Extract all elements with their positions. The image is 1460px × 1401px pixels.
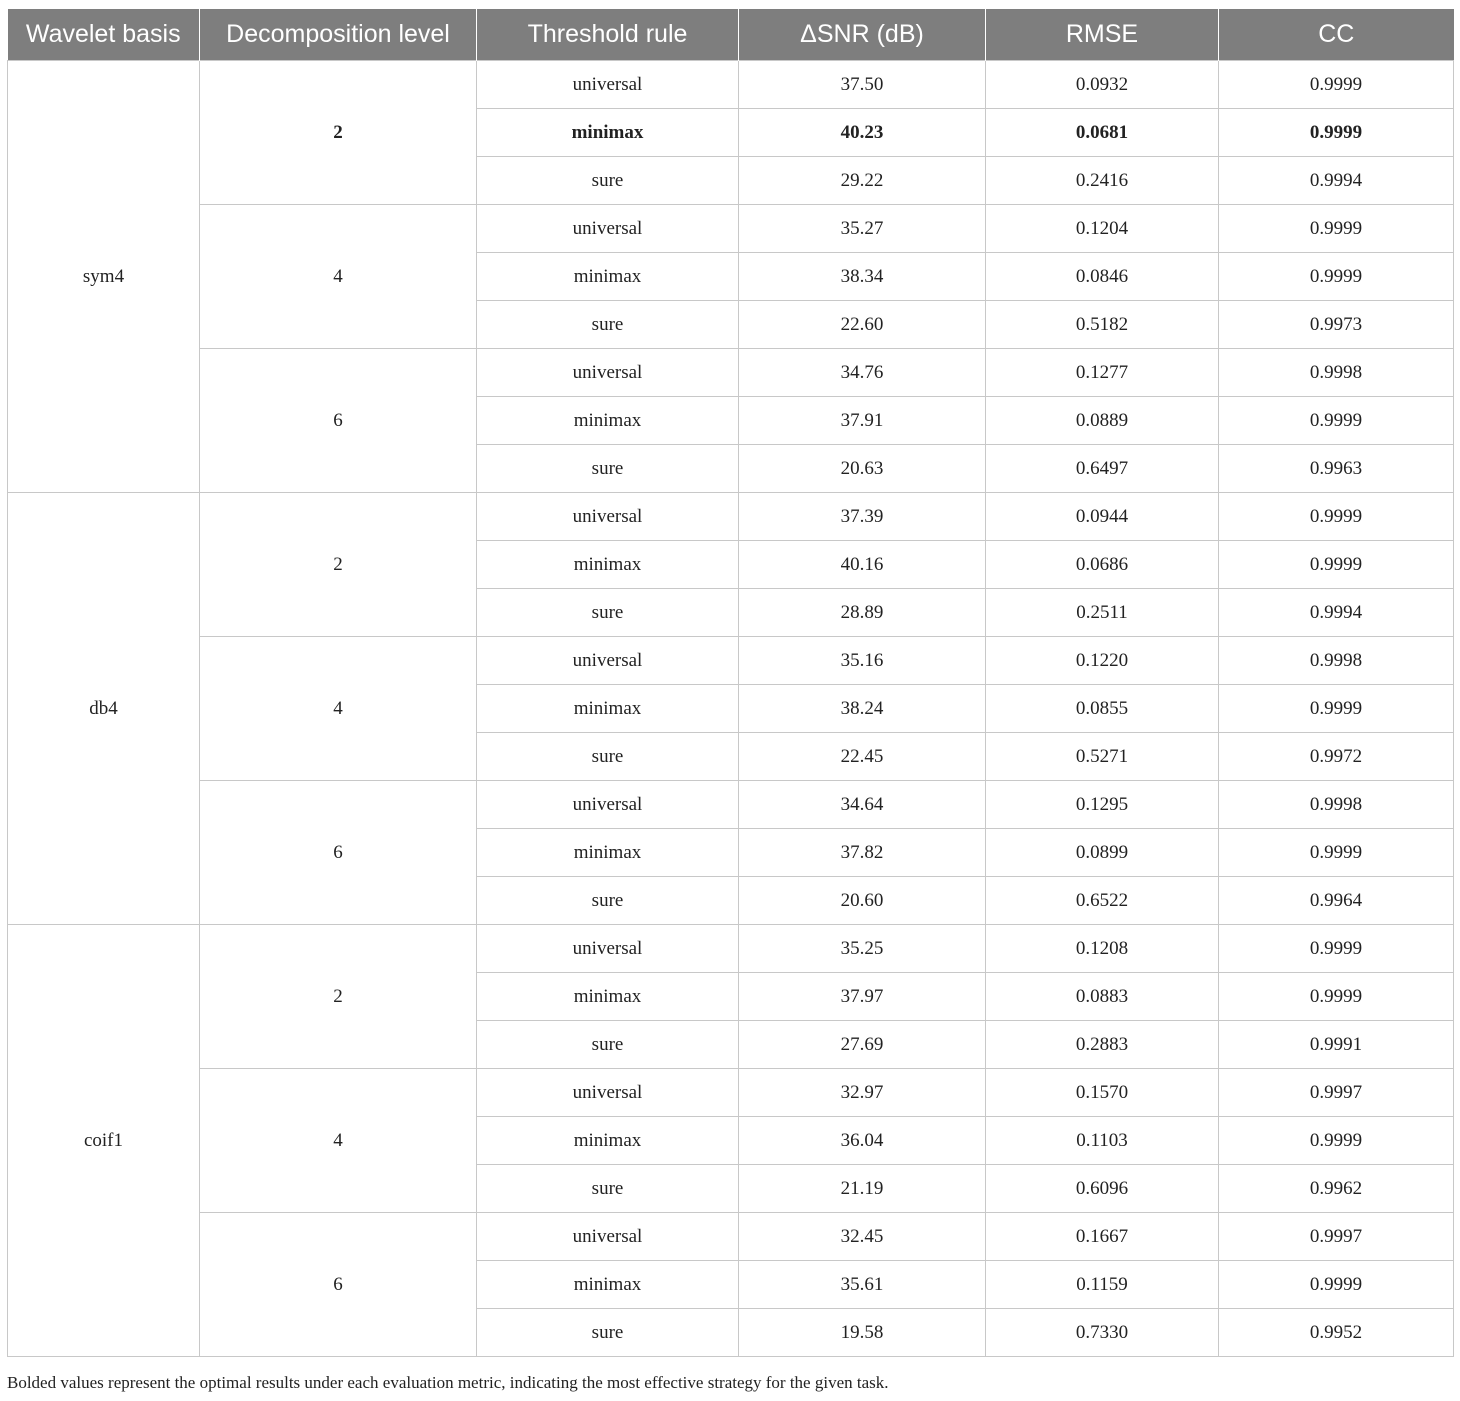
cell-cc: 0.9972 [1219, 733, 1454, 781]
cell-delta-snr: 40.16 [739, 541, 986, 589]
cell-delta-snr: 20.63 [739, 445, 986, 493]
cell-rmse: 0.1159 [986, 1261, 1219, 1309]
cell-cc: 0.9997 [1219, 1069, 1454, 1117]
cell-rmse: 0.0944 [986, 493, 1219, 541]
cell-threshold-rule: minimax [477, 1261, 739, 1309]
cell-decomposition-level: 4 [200, 205, 477, 349]
cell-rmse: 0.5271 [986, 733, 1219, 781]
cell-delta-snr: 35.27 [739, 205, 986, 253]
table-row [8, 1069, 1454, 1117]
cell-rmse: 0.6096 [986, 1165, 1219, 1213]
cell-cc: 0.9999 [1219, 685, 1454, 733]
cell-threshold-rule: sure [477, 733, 739, 781]
cell-threshold-rule: universal [477, 781, 739, 829]
table-row [8, 637, 1454, 685]
header-cc: CC [1219, 9, 1454, 61]
cell-cc: 0.9999 [1219, 253, 1454, 301]
cell-threshold-rule: sure [477, 589, 739, 637]
results-table [7, 9, 1454, 1357]
cell-cc: 0.9999 [1219, 109, 1454, 157]
cell-rmse: 0.0855 [986, 685, 1219, 733]
cell-rmse: 0.0681 [986, 109, 1219, 157]
cell-cc: 0.9994 [1219, 157, 1454, 205]
cell-threshold-rule: minimax [477, 253, 739, 301]
cell-rmse: 0.1295 [986, 781, 1219, 829]
results-table-container [7, 9, 1453, 1357]
cell-cc: 0.9994 [1219, 589, 1454, 637]
cell-threshold-rule: sure [477, 1309, 739, 1357]
cell-delta-snr: 19.58 [739, 1309, 986, 1357]
cell-delta-snr: 37.91 [739, 397, 986, 445]
cell-cc: 0.9999 [1219, 61, 1454, 109]
cell-rmse: 0.1103 [986, 1117, 1219, 1165]
cell-threshold-rule: universal [477, 349, 739, 397]
table-row [8, 781, 1454, 829]
header-wavelet-basis: Wavelet basis [8, 9, 200, 61]
cell-cc: 0.9999 [1219, 925, 1454, 973]
cell-threshold-rule: sure [477, 1021, 739, 1069]
cell-threshold-rule: sure [477, 445, 739, 493]
cell-delta-snr: 34.64 [739, 781, 986, 829]
cell-cc: 0.9999 [1219, 1261, 1454, 1309]
cell-cc: 0.9999 [1219, 397, 1454, 445]
cell-cc: 0.9998 [1219, 637, 1454, 685]
cell-threshold-rule: universal [477, 493, 739, 541]
cell-rmse: 0.2511 [986, 589, 1219, 637]
table-row [8, 61, 1454, 109]
cell-delta-snr: 37.97 [739, 973, 986, 1021]
cell-threshold-rule: sure [477, 877, 739, 925]
cell-cc: 0.9998 [1219, 349, 1454, 397]
cell-delta-snr: 35.61 [739, 1261, 986, 1309]
cell-decomposition-level: 2 [200, 61, 477, 205]
cell-delta-snr: 35.16 [739, 637, 986, 685]
table-body [8, 61, 1454, 1357]
cell-delta-snr: 20.60 [739, 877, 986, 925]
cell-threshold-rule: minimax [477, 973, 739, 1021]
cell-rmse: 0.1570 [986, 1069, 1219, 1117]
table-row [8, 205, 1454, 253]
cell-rmse: 0.5182 [986, 301, 1219, 349]
cell-threshold-rule: minimax [477, 397, 739, 445]
cell-delta-snr: 32.97 [739, 1069, 986, 1117]
cell-rmse: 0.0846 [986, 253, 1219, 301]
table-row [8, 1213, 1454, 1261]
cell-threshold-rule: minimax [477, 541, 739, 589]
cell-delta-snr: 38.34 [739, 253, 986, 301]
cell-cc: 0.9997 [1219, 1213, 1454, 1261]
cell-delta-snr: 27.69 [739, 1021, 986, 1069]
cell-rmse: 0.0932 [986, 61, 1219, 109]
cell-threshold-rule: universal [477, 1069, 739, 1117]
cell-threshold-rule: universal [477, 205, 739, 253]
cell-rmse: 0.2883 [986, 1021, 1219, 1069]
cell-decomposition-level: 6 [200, 781, 477, 925]
cell-threshold-rule: universal [477, 925, 739, 973]
header-threshold-rule: Threshold rule [477, 9, 739, 61]
table-footnote: Bolded values represent the optimal results under each evaluation metric, indicating the most effective strategy for the given task. [7, 1373, 889, 1392]
cell-decomposition-level: 2 [200, 925, 477, 1069]
cell-delta-snr: 28.89 [739, 589, 986, 637]
cell-delta-snr: 22.45 [739, 733, 986, 781]
cell-delta-snr: 37.50 [739, 61, 986, 109]
cell-threshold-rule: sure [477, 301, 739, 349]
cell-cc: 0.9999 [1219, 541, 1454, 589]
cell-cc: 0.9991 [1219, 1021, 1454, 1069]
header-delta-snr: ΔSNR (dB) [739, 9, 986, 61]
cell-rmse: 0.1667 [986, 1213, 1219, 1261]
cell-rmse: 0.0899 [986, 829, 1219, 877]
header-row [8, 9, 1454, 61]
cell-cc: 0.9999 [1219, 973, 1454, 1021]
cell-delta-snr: 36.04 [739, 1117, 986, 1165]
cell-decomposition-level: 6 [200, 1213, 477, 1357]
cell-rmse: 0.1277 [986, 349, 1219, 397]
cell-threshold-rule: universal [477, 1213, 739, 1261]
cell-delta-snr: 22.60 [739, 301, 986, 349]
cell-threshold-rule: universal [477, 637, 739, 685]
table-row [8, 493, 1454, 541]
cell-cc: 0.9999 [1219, 829, 1454, 877]
cell-delta-snr: 32.45 [739, 1213, 986, 1261]
cell-wavelet-basis: coif1 [8, 925, 200, 1357]
cell-threshold-rule: universal [477, 61, 739, 109]
cell-threshold-rule: sure [477, 157, 739, 205]
cell-rmse: 0.6497 [986, 445, 1219, 493]
cell-rmse: 0.0889 [986, 397, 1219, 445]
cell-cc: 0.9964 [1219, 877, 1454, 925]
table-row [8, 349, 1454, 397]
cell-threshold-rule: minimax [477, 829, 739, 877]
cell-rmse: 0.1208 [986, 925, 1219, 973]
cell-decomposition-level: 4 [200, 1069, 477, 1213]
cell-cc: 0.9963 [1219, 445, 1454, 493]
cell-delta-snr: 35.25 [739, 925, 986, 973]
cell-delta-snr: 21.19 [739, 1165, 986, 1213]
cell-delta-snr: 29.22 [739, 157, 986, 205]
cell-wavelet-basis: sym4 [8, 61, 200, 493]
cell-cc: 0.9962 [1219, 1165, 1454, 1213]
table-row [8, 925, 1454, 973]
cell-rmse: 0.2416 [986, 157, 1219, 205]
cell-rmse: 0.1220 [986, 637, 1219, 685]
cell-threshold-rule: minimax [477, 685, 739, 733]
cell-cc: 0.9952 [1219, 1309, 1454, 1357]
cell-decomposition-level: 6 [200, 349, 477, 493]
cell-delta-snr: 37.82 [739, 829, 986, 877]
cell-threshold-rule: minimax [477, 109, 739, 157]
cell-wavelet-basis: db4 [8, 493, 200, 925]
cell-delta-snr: 40.23 [739, 109, 986, 157]
cell-delta-snr: 34.76 [739, 349, 986, 397]
cell-rmse: 0.0883 [986, 973, 1219, 1021]
cell-delta-snr: 38.24 [739, 685, 986, 733]
cell-cc: 0.9999 [1219, 205, 1454, 253]
cell-threshold-rule: sure [477, 1165, 739, 1213]
cell-cc: 0.9998 [1219, 781, 1454, 829]
cell-cc: 0.9999 [1219, 1117, 1454, 1165]
cell-delta-snr: 37.39 [739, 493, 986, 541]
header-rmse: RMSE [986, 9, 1219, 61]
header-decomposition-level: Decomposition level [200, 9, 477, 61]
cell-rmse: 0.7330 [986, 1309, 1219, 1357]
cell-cc: 0.9999 [1219, 493, 1454, 541]
cell-rmse: 0.6522 [986, 877, 1219, 925]
cell-rmse: 0.1204 [986, 205, 1219, 253]
cell-cc: 0.9973 [1219, 301, 1454, 349]
cell-threshold-rule: minimax [477, 1117, 739, 1165]
cell-rmse: 0.0686 [986, 541, 1219, 589]
cell-decomposition-level: 2 [200, 493, 477, 637]
cell-decomposition-level: 4 [200, 637, 477, 781]
